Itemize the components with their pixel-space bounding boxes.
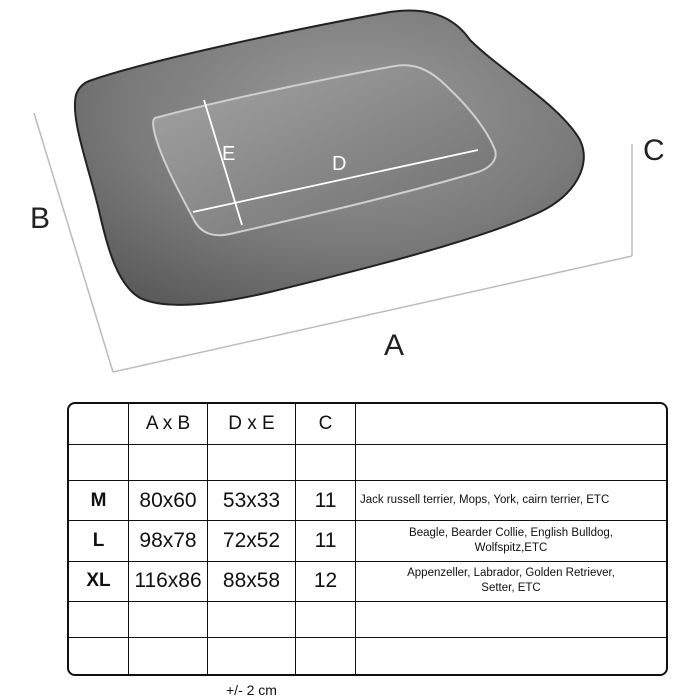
c-cell: 12: [296, 561, 356, 601]
size-cell: M: [69, 481, 129, 521]
de-cell: 53x33: [208, 481, 296, 521]
c-cell: 11: [296, 521, 356, 561]
table-header-row: [69, 404, 666, 444]
de-cell: 72x52: [208, 521, 296, 561]
c-cell: 11: [296, 481, 356, 521]
breeds-cell: Jack russell terrier, Mops, York, cairn terrier, ETC: [356, 481, 667, 521]
size-cell: L: [69, 521, 129, 561]
header-ab: A x B: [129, 404, 208, 444]
table-row: [69, 521, 666, 561]
label-b: B: [30, 202, 51, 235]
header-c: C: [296, 404, 356, 444]
table-row-empty: [69, 638, 666, 674]
label-d: D: [332, 153, 347, 175]
header-size: [69, 404, 129, 444]
size-table: [67, 402, 668, 676]
size-cell: XL: [69, 561, 129, 601]
ab-cell: 98x78: [129, 521, 208, 561]
header-breeds: [356, 404, 667, 444]
ab-cell: 80x60: [129, 481, 208, 521]
breeds-cell: Beagle, Bearder Collie, English Bulldog, Wolfspitz,ETC: [356, 521, 667, 561]
table-row: [69, 561, 666, 601]
tolerance-note: +/- 2 cm: [226, 682, 277, 698]
label-e: E: [222, 143, 236, 165]
table-row-empty: [69, 444, 666, 480]
header-de: D x E: [208, 404, 296, 444]
table-row: [69, 481, 666, 521]
table-row-empty: [69, 601, 666, 637]
de-cell: 88x58: [208, 561, 296, 601]
label-a: A: [384, 329, 405, 362]
ab-cell: 116x86: [129, 561, 208, 601]
breeds-cell: Appenzeller, Labrador, Golden Retriever, Setter, ETC: [356, 561, 667, 601]
label-c: C: [643, 134, 665, 167]
